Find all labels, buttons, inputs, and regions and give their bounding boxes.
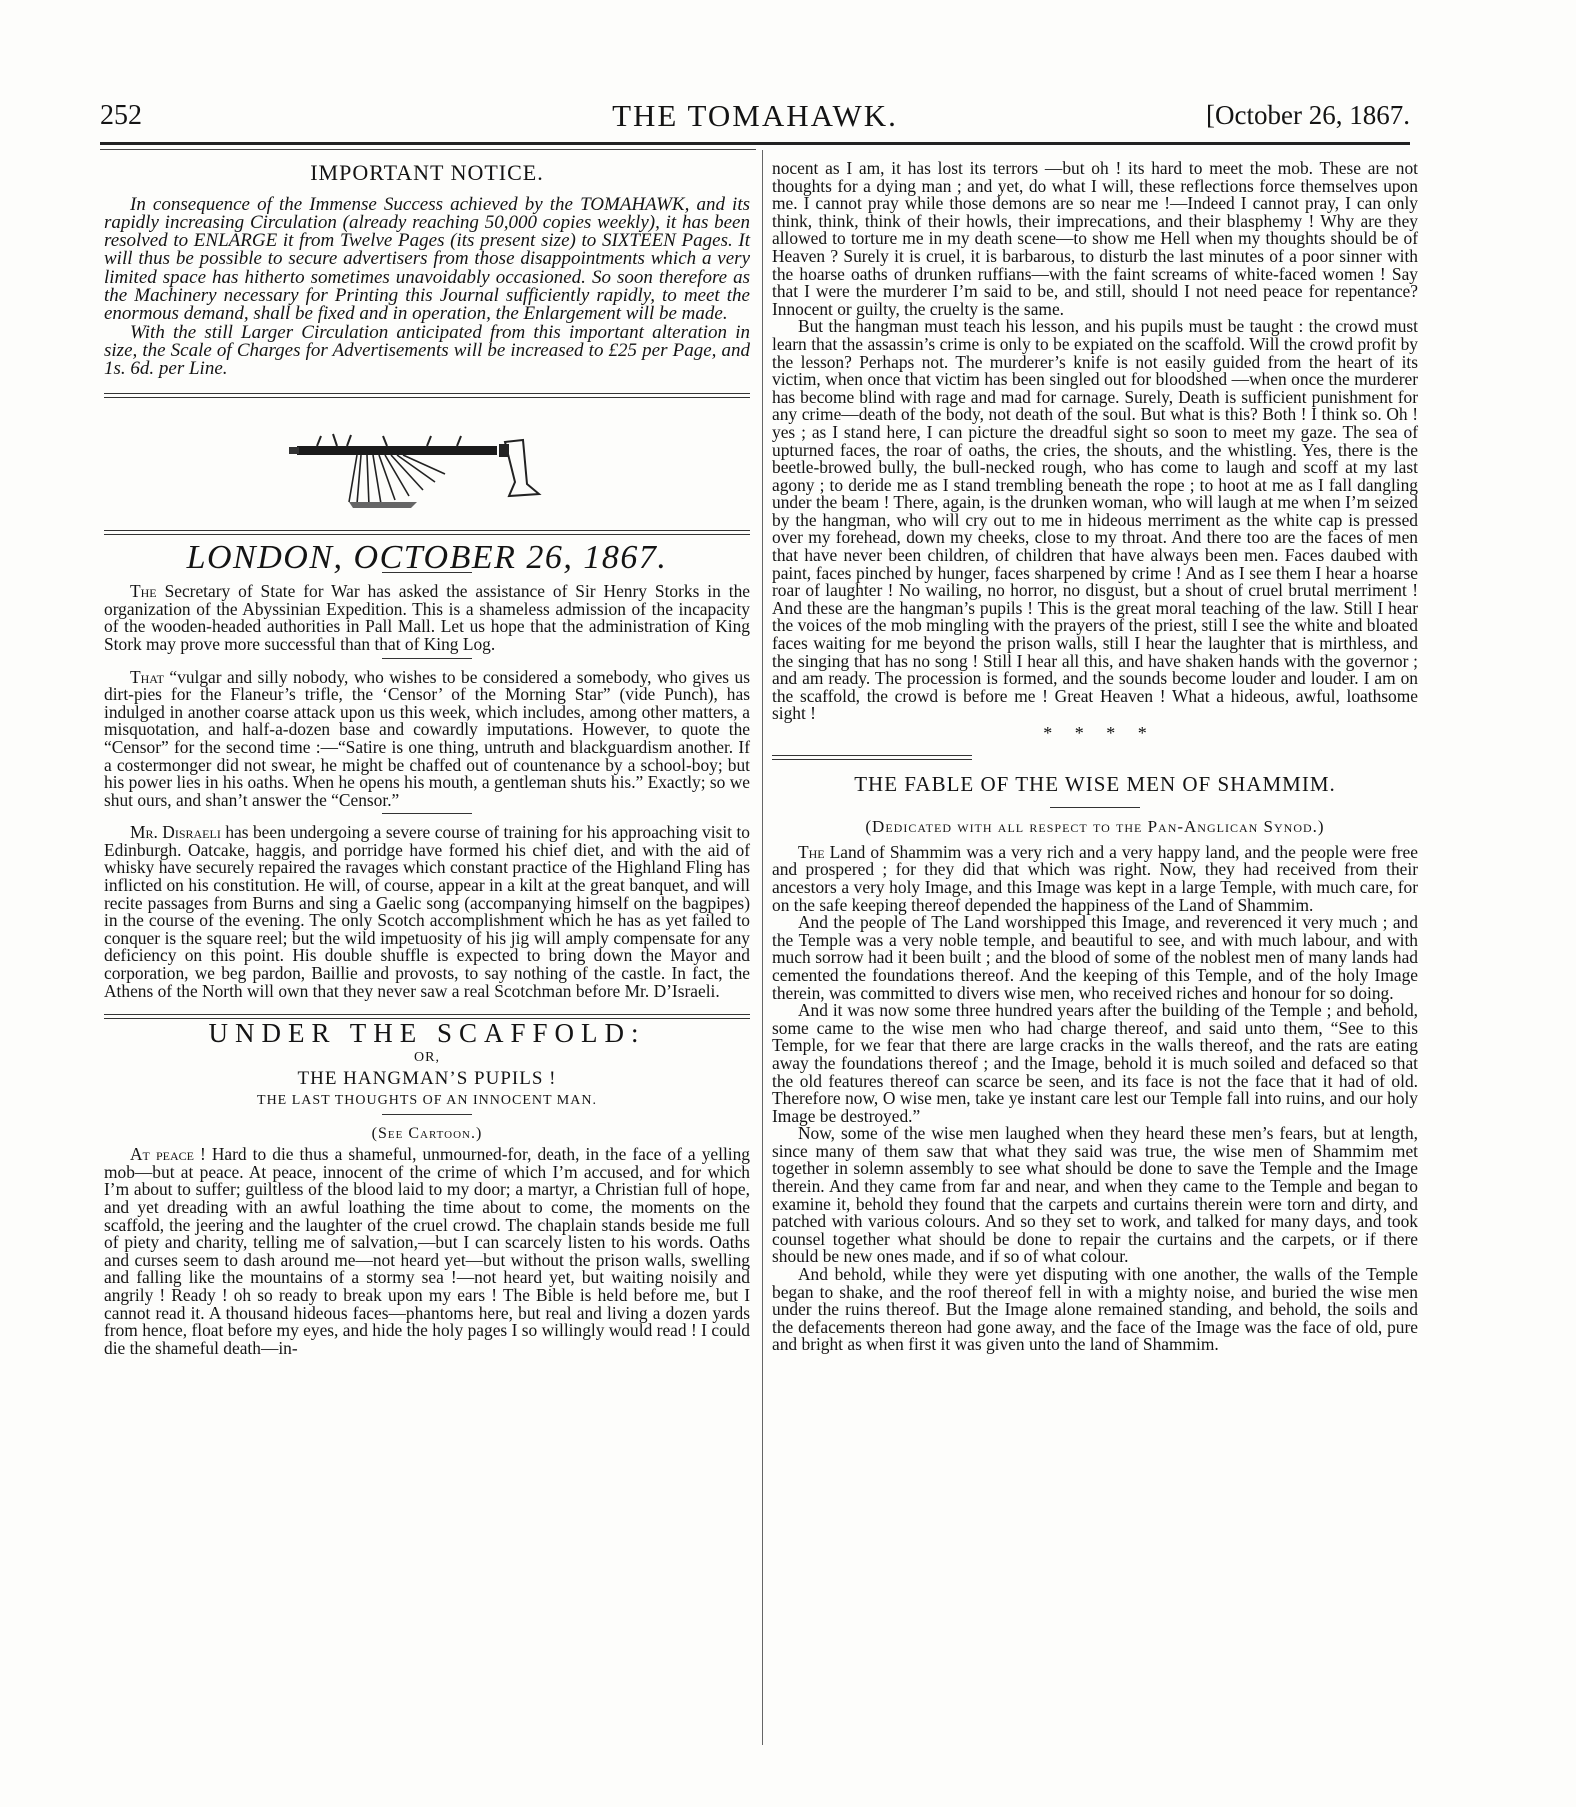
lead-word: At peace ! — [130, 1144, 206, 1165]
article-paragraph: And it was now some three hundred years after the building of the Temple ; and behold, some came to the wise men who had charge thereof, and said unto them, “See to this Temple, for we fear that there are large cracks in the walls thereof, and the rats are eating away the foundations thereof ; and the Image, behold it is much soiled and defaced so that the old features thereof can scarce be seen, and its face is not the face that it had of old. Therefore now, O wise men, take ye instant care lest our Temple fall into ruins, and our holy Image be destroyed.” — [772, 1000, 1418, 1126]
notice-paragraph: In consequence of the Immense Success achieved by the TOMAHAWK, and its rapidly increasing Circulation (already reaching 50,000 copies weekly), it has been resolved to ENLARGE it from Twelve Pages (its present size) to SIXTEEN Pages. It will thus be possible to secure advertisers from those disappointments which a very limited space has hitherto sometimes unavoidably occasioned. So soon therefore as the Machinery necessary for Printing this Journal sufficiently rapidly, to meet the enormous demand, shall be fixed and in operation, the Enlargement will be made. — [104, 193, 750, 325]
section-double-rule — [772, 755, 972, 760]
masthead — [100, 98, 1410, 138]
short-rule — [382, 658, 472, 659]
article-paragraph: Mr. Disraeli has been undergoing a severe course of training for his approaching visit to Edinburgh. Oatcake, haggis, and porridge have formed his chief diet, and with the aid of whisky have securely repaired the ravages which constant practice of the Highland Fling has inflicted on his constitution. He will, of course, appear in a kilt at the great banquet, and will recite passages from Burns and sing a Gaelic song (accompanying himself on the bagpipes) in the course of the evening. The only Scotch accomplishment which he has as yet failed to conquer is the square reel; but the wild impetuosity of his jig will amply compensate for any deficiency on this point. His double shuffle is expected to bring down the Mayor and corporation, we beg pardon, Baillie and provosts, to say nothing of the castle. In fact, the Athens of the North will own that they never saw a real Scotchman before Mr. D’Israeli. — [104, 822, 750, 1001]
left-column — [104, 160, 750, 1357]
section-double-rule — [104, 393, 750, 398]
fable-dedication: (Dedicated with all respect to the Pan-Anglican Synod.) — [865, 817, 1325, 837]
tomahawk-icon — [277, 408, 577, 518]
scaffold-or: OR, — [414, 1049, 440, 1065]
issue-date: [October 26, 1867. — [1206, 100, 1410, 130]
article-paragraph: And behold, while they were yet disputing with one another, the walls of the Temple began to shake, and the roof thereof fell in with a mighty noise, and buried the wise men under the ruins thereof. But the Image alone remained standing, and behold, the soils and the defacements thereon had gone away, and the face of the Image was the face of old, pure and bright as when first it was given unto the land of Shammim. — [772, 1264, 1418, 1355]
masthead-rule — [100, 142, 1410, 145]
article-paragraph: And the people of The Land worshipped this Image, and reverenced it very much ; and the Temple was a very noble temple, and beautiful to see, and with much labour, and with much sorrow had it been built ; and the blood of some of the noblest men of many lands had cemented the foundations thereof. And the keeping of this Temple, and of the holy Image therein, was committed to divers wise men, who received riches and honour for so doing. — [772, 912, 1418, 1003]
scaffold-subheading: THE HANGMAN’S PUPILS ! — [297, 1068, 557, 1090]
masthead-subrule — [100, 149, 756, 150]
notice-body — [104, 193, 750, 380]
publication-title: THE TOMAHAWK. — [612, 98, 898, 133]
short-rule — [382, 813, 472, 814]
london-heading: LONDON, OCTOBER 26, 1867. — [186, 538, 668, 576]
article-paragraph: But the hangman must teach his lesson, and his pupils must be taught : the crowd must learn that the assassin’s crime is only to be expiated on the scaffold. Will the crowd profit by the lesson? Perhaps not. The murderer’s knife is not easily guided from the heart of its victim, when once that victim has been singled out for bloodshed —when once the murderer has become blind with rage and mad for carnage. Surely, Death is sufficient punishment for any crime—death of the body, not death of the soul. But what is this? Both ! I think so. Oh ! yes ; as I stand here, I can picture the dreadful sight so soon to meet my gaze. The sea of upturned faces, the roar of oaths, the cries, the shouts, and the whistling. Yes, there is the beetle-browed bully, the bull-necked rough, who has come to laugh and scoff at my last agony ; to deride me as I stand trembling beneath the rope ; to hoot at me as I fall dangling under the beam ! There, again, is the drunken woman, who will laugh at me when I’m seized by the hangman, who will cry out to me in hideous merriment as the white cap is pressed over my forehead, down my cheeks, close to my throat. And there too are the faces of men that have never been children, of children that have always been men. Faces daubed with paint, faces pinched by hunger, faces sharpened by crime ! And as I see them I hear a hoarse roar of laughter ! No wailing, no horror, no disgust, but a shout of cruel brutal merriment ! And these are the hangman’s pupils ! This is the great moral teaching of the law. Still I hear the voices of the mob mingling with the prayers of the priest, still I see the white and bloated faces waiting for me beyond the prison walls, still I hear the laughter that is mirthless, and the singing that has no song ! Still I hear all this, and have shaken hands with the governor ; and am ready. The procession is formed, and the sounds become louder and louder. I am on the scaffold, the crowd is before me ! Great Heaven ! What a hideous, awful, loathsome sight ! — [772, 316, 1418, 724]
article-paragraph: nocent as I am, it has lost its terrors —but oh ! its hard to meet the mob. These are not thoughts for a dying man ; and yet, do what I will, these reflections force themselves upon me. I cannot pray while those demons are so near me !—Indeed I cannot pray, I can only think, think, think of their howls, their imprecations, and their blasphemy ! Why are they allowed to torture me in my death scene—to show me Hell when my thoughts should be of Heaven ? Surely it is cruel, it is barbarous, to disturb the last minutes of a poor sinner with the hoarse oaths of drunken ruffians—with the faint screams of white-faced women ! Say that I were the murderer I’m said to be, and still, should I not need peace for repentance? Innocent or guilty, the cruelty is the same. — [772, 158, 1418, 319]
article-paragraph: The Land of Shammim was a very rich and a very happy land, and the people were free and prospered ; for they did that which was right. Now, they had received from their ancestors a very holy Image, and this Image was kept in a large Temple, with much care, for on the safe keeping thereof depended the happiness of the Land of Shammim. — [772, 841, 1418, 915]
article-paragraph: The Secretary of State for War has asked the assistance of Sir Henry Storks in the organization of the Abyssinian Expedition. This is a shameless admission of the incapacity of the wooden-headed authorities in Pall Mall. Let us hope that the administration of King Stork may prove more successful than that of King Log. — [104, 581, 750, 654]
article-paragraph: At peace ! Hard to die thus a shameful, unmourned-for, death, in the face of a yelling mob—but at peace. At peace, innocent of the crime of which I’m accused, and for which I’m about to suffer; guiltless of the blood laid to my door; a martyr, a Christian full of hope, and yet dreading with an awful loathing the time about to come, the moments on the scaffold, the jeering and the laughter of the cruel crowd. The chaplain stands beside me full of piety and charity, telling me of salvation,—but I can scarcely listen to his words. Oaths and curses seem to dash around me—not heard yet—but without the prison walls, swelling and falling like the mountains of a stormy sea !—not heard yet, but waiting noisily and angrily ! Ready ! oh so ready to break upon my ears ! The Bible is held before me, but I cannot read it. A thousand hideous faces—phantoms here, but real and living a dozen yards from hence, float before my eyes, and hide the holy pages I so willingly would read ! I could die the shameful death—in- — [104, 1144, 750, 1358]
article-paragraph: That “vulgar and silly nobody, who wishes to be considered a somebody, who gives us dirt-pies for the Flaneur’s trifle, the ‘Censor’ of the Morning Star” (vide Punch), has indulged in another coarse attack upon us this week, which includes, among other matters, a misquotation, and half-a-dozen base and cowardly imputations. However, to quote the “Censor” for the second time :—“Satire is one thing, untruth and blackguardism another. If a costermonger did not swear, he might be chaffed out of countenance by a school-boy; but his power lies in his oaths. When he opens his mouth, a gentleman shuts his.” Exactly; so we shut ours, and shan’t answer the “Censor.” — [104, 666, 750, 810]
lead-word: That — [130, 666, 164, 687]
page-number: 252 — [100, 100, 142, 131]
notice-paragraph: With the still Larger Circulation anticipated from this important alteration in size, the Scale of Charges for Advertisements will be increased to £25 per Page, and 1s. 6d. per Line. — [104, 321, 750, 380]
right-column — [772, 160, 1418, 1354]
lead-word: The — [130, 581, 157, 602]
lead-word: Mr. Disraeli — [130, 822, 221, 843]
section-stars: * * * * — [1043, 723, 1147, 743]
scaffold-subtitle: THE LAST THOUGHTS OF AN INNOCENT MAN. — [257, 1093, 597, 1108]
cartoon-note: (See Cartoon.) — [371, 1124, 483, 1142]
fable-heading: THE FABLE OF THE WISE MEN OF SHAMMIM. — [854, 771, 1336, 796]
column-separator — [762, 150, 763, 1745]
section-double-rule — [104, 530, 750, 535]
short-rule — [1050, 807, 1140, 808]
lead-word: The — [798, 841, 825, 862]
article-paragraph: Now, some of the wise men laughed when they heard these men’s fears, but at length, since many of them saw that what they said was true, the wise men of Shammim met together in solemn assembly to see what should be done to save the Temple and the Image therein. And they came from far and near, and when they came to the Temple and began to examine it, behold they found that the carpets and curtains therein were torn and dirty, and patched with various colours. And so they set to work, and talked for many days, and took counsel together what should be done to repair the curtains and the carpets, or if there should be new ones made, and if so of what colour. — [772, 1123, 1418, 1267]
scaffold-heading: UNDER THE SCAFFOLD: — [208, 1018, 646, 1049]
notice-heading: IMPORTANT NOTICE. — [310, 160, 544, 185]
short-rule — [382, 1114, 472, 1115]
